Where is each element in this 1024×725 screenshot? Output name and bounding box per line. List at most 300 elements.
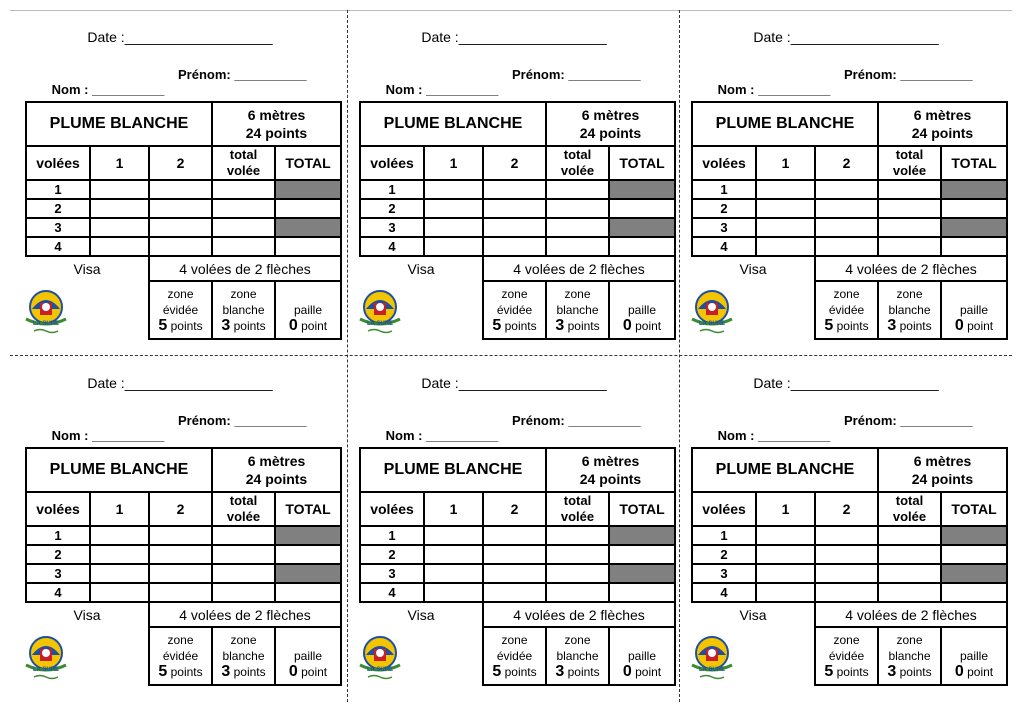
total-cell[interactable] xyxy=(609,199,675,218)
volee-total-cell[interactable] xyxy=(878,218,941,237)
volee-total-cell[interactable] xyxy=(546,180,609,199)
score-cell[interactable] xyxy=(815,218,878,237)
zone-line2: évidée xyxy=(496,649,533,663)
distance-info xyxy=(546,102,675,146)
header-arrow-2: 2 xyxy=(149,146,212,180)
zone-value: 5 xyxy=(158,663,168,680)
zone-paille xyxy=(275,627,341,685)
header-total: TOTAL xyxy=(275,146,341,180)
total-cell-shaded xyxy=(941,218,1007,237)
total-cell-shaded xyxy=(275,564,341,583)
zone-paille xyxy=(609,281,675,339)
volee-total-cell[interactable] xyxy=(878,199,941,218)
score-cell[interactable] xyxy=(149,180,212,199)
header-volees: volées xyxy=(692,492,756,526)
total-cell[interactable] xyxy=(275,237,341,256)
zone-value: 5 xyxy=(158,317,168,334)
zone-evidee xyxy=(483,281,546,339)
zone-line2: évidée xyxy=(828,649,865,663)
nom-field[interactable]: Nom : __________ xyxy=(717,82,831,97)
row-number: 2 xyxy=(26,199,90,218)
volees-info: 4 volées de 2 flèches xyxy=(483,602,675,627)
header-arrow-1: 1 xyxy=(756,492,815,526)
zone-blanche xyxy=(878,281,941,339)
score-table xyxy=(691,101,1008,340)
volee-total-cell[interactable] xyxy=(212,237,275,256)
zone-unit: point xyxy=(635,665,662,679)
zone-line1: zone xyxy=(833,287,860,301)
header-arrow-1: 1 xyxy=(424,492,483,526)
zone-line2: blanche xyxy=(222,303,265,317)
volees-info: 4 volées de 2 flèches xyxy=(149,256,341,281)
visa-label: Visa xyxy=(360,256,483,281)
score-cell[interactable] xyxy=(756,583,815,602)
score-cell[interactable] xyxy=(149,583,212,602)
score-cell[interactable] xyxy=(149,199,212,218)
zone-line2: paille xyxy=(959,303,989,317)
points-label: 24 points xyxy=(911,471,974,487)
score-cell[interactable] xyxy=(483,237,546,256)
archery-club-logo-icon xyxy=(20,285,72,335)
zone-blanche xyxy=(878,627,941,685)
score-cell[interactable] xyxy=(815,237,878,256)
row-number: 3 xyxy=(26,564,90,583)
score-cell[interactable] xyxy=(483,564,546,583)
header-total-volee xyxy=(212,492,275,526)
header-total: TOTAL xyxy=(275,492,341,526)
row-number: 2 xyxy=(692,199,756,218)
zone-evidee xyxy=(483,627,546,685)
header-total-volee-line2: volée xyxy=(560,163,595,178)
score-cell[interactable] xyxy=(756,180,815,199)
volee-total-cell[interactable] xyxy=(212,218,275,237)
nom-field[interactable]: Nom : __________ xyxy=(385,82,499,97)
score-cell[interactable] xyxy=(149,545,212,564)
zone-line1 xyxy=(276,286,340,302)
zone-blanche xyxy=(546,627,609,685)
logo-cell xyxy=(360,627,483,685)
category-title: PLUME BLANCHE xyxy=(26,102,212,146)
zone-paille xyxy=(941,627,1007,685)
volee-total-cell[interactable] xyxy=(546,564,609,583)
header-arrow-1: 1 xyxy=(424,146,483,180)
distance-label: 6 mètres xyxy=(247,107,306,123)
distance-info xyxy=(212,448,341,492)
points-label: 24 points xyxy=(579,471,642,487)
zone-line1: zone xyxy=(833,633,860,647)
distance-label: 6 mètres xyxy=(581,107,640,123)
zone-unit: points xyxy=(504,665,537,679)
logo-cell xyxy=(26,281,149,339)
logo-text: LA SURE xyxy=(698,667,726,673)
total-cell[interactable] xyxy=(941,237,1007,256)
date-field[interactable]: Date :___________________ xyxy=(421,29,607,45)
volees-info: 4 volées de 2 flèches xyxy=(483,256,675,281)
header-total-volee-line2: volée xyxy=(892,509,927,524)
header-total-volee-line1: total xyxy=(563,147,592,162)
archery-club-logo-icon xyxy=(354,285,406,335)
zone-evidee xyxy=(149,627,212,685)
zone-value: 3 xyxy=(887,317,897,334)
zone-unit: points xyxy=(567,319,600,333)
row-number: 4 xyxy=(360,583,424,602)
row-number: 1 xyxy=(692,180,756,199)
score-cell[interactable] xyxy=(756,545,815,564)
logo-cell xyxy=(692,281,815,339)
volee-total-cell[interactable] xyxy=(878,180,941,199)
score-cell[interactable] xyxy=(483,526,546,545)
score-cell[interactable] xyxy=(90,545,149,564)
row-number: 1 xyxy=(692,526,756,545)
score-cell[interactable] xyxy=(815,199,878,218)
row-number: 1 xyxy=(26,526,90,545)
total-cell[interactable] xyxy=(275,583,341,602)
category-title: PLUME BLANCHE xyxy=(360,102,546,146)
score-cell[interactable] xyxy=(424,199,483,218)
volee-total-cell[interactable] xyxy=(878,545,941,564)
total-cell-shaded xyxy=(275,218,341,237)
row-number: 4 xyxy=(26,583,90,602)
score-cell[interactable] xyxy=(90,180,149,199)
total-cell[interactable] xyxy=(609,583,675,602)
zone-line2: paille xyxy=(293,649,323,663)
archery-club-logo-icon xyxy=(686,631,738,681)
total-cell[interactable] xyxy=(941,199,1007,218)
row-number: 3 xyxy=(692,218,756,237)
header-total: TOTAL xyxy=(609,492,675,526)
score-cell[interactable] xyxy=(756,526,815,545)
volee-total-cell[interactable] xyxy=(212,545,275,564)
zone-evidee xyxy=(149,281,212,339)
zone-blanche xyxy=(212,627,275,685)
total-cell[interactable] xyxy=(609,237,675,256)
volee-total-cell[interactable] xyxy=(546,237,609,256)
visa-label: Visa xyxy=(26,602,149,627)
row-number: 2 xyxy=(26,545,90,564)
score-cell[interactable] xyxy=(424,526,483,545)
zone-value: 3 xyxy=(221,317,231,334)
zone-line2: blanche xyxy=(888,303,931,317)
header-total: TOTAL xyxy=(941,146,1007,180)
row-number: 3 xyxy=(692,564,756,583)
zone-line2: paille xyxy=(959,649,989,663)
score-table xyxy=(359,101,676,340)
total-cell[interactable] xyxy=(609,545,675,564)
header-arrow-1: 1 xyxy=(90,146,149,180)
zone-value: 3 xyxy=(887,663,897,680)
score-cell[interactable] xyxy=(756,199,815,218)
total-cell-shaded xyxy=(609,564,675,583)
score-cell[interactable] xyxy=(483,180,546,199)
zone-unit: points xyxy=(504,319,537,333)
logo-text: LA SURE xyxy=(698,321,726,327)
score-cell[interactable] xyxy=(483,583,546,602)
zone-value: 5 xyxy=(824,663,834,680)
zone-unit: points xyxy=(233,665,266,679)
score-cell[interactable] xyxy=(483,545,546,564)
volee-total-cell[interactable] xyxy=(546,526,609,545)
zone-unit: point xyxy=(967,319,994,333)
total-cell[interactable] xyxy=(275,199,341,218)
header-total-volee xyxy=(212,146,275,180)
zone-unit: points xyxy=(899,665,932,679)
score-cell[interactable] xyxy=(483,218,546,237)
prenom-field[interactable]: Prénom: __________ xyxy=(178,413,307,428)
zone-evidee xyxy=(815,281,878,339)
header-arrow-1: 1 xyxy=(756,146,815,180)
prenom-field[interactable]: Prénom: __________ xyxy=(512,67,641,82)
archery-club-logo-icon xyxy=(20,631,72,681)
header-arrow-2: 2 xyxy=(149,492,212,526)
category-title: PLUME BLANCHE xyxy=(692,448,878,492)
volee-total-cell[interactable] xyxy=(546,218,609,237)
volee-total-cell[interactable] xyxy=(878,526,941,545)
score-table xyxy=(359,447,676,686)
nom-field[interactable]: Nom : __________ xyxy=(51,428,165,443)
zone-line2: paille xyxy=(627,303,657,317)
distance-info xyxy=(878,102,1007,146)
zone-unit: point xyxy=(301,319,328,333)
header-total-volee-line2: volée xyxy=(892,163,927,178)
zone-value: 0 xyxy=(954,317,964,334)
score-cell[interactable] xyxy=(424,218,483,237)
prenom-field[interactable]: Prénom: __________ xyxy=(844,67,973,82)
zone-line1: zone xyxy=(230,633,257,647)
zone-unit: point xyxy=(635,319,662,333)
score-cell[interactable] xyxy=(149,218,212,237)
total-cell[interactable] xyxy=(275,545,341,564)
score-cell[interactable] xyxy=(815,526,878,545)
date-field[interactable]: Date :___________________ xyxy=(87,29,273,45)
category-title: PLUME BLANCHE xyxy=(692,102,878,146)
logo-text: LA SURE xyxy=(366,667,394,673)
total-cell[interactable] xyxy=(941,545,1007,564)
volee-total-cell[interactable] xyxy=(546,583,609,602)
logo-cell xyxy=(26,627,149,685)
score-cell[interactable] xyxy=(815,180,878,199)
score-cell[interactable] xyxy=(424,564,483,583)
zone-paille xyxy=(941,281,1007,339)
score-cell[interactable] xyxy=(815,583,878,602)
volee-total-cell[interactable] xyxy=(212,199,275,218)
volee-total-cell[interactable] xyxy=(878,564,941,583)
score-cell[interactable] xyxy=(756,218,815,237)
header-volees: volées xyxy=(360,146,424,180)
volee-total-cell[interactable] xyxy=(878,583,941,602)
zone-line1: zone xyxy=(230,287,257,301)
zone-line1: zone xyxy=(896,287,923,301)
zone-line2: évidée xyxy=(828,303,865,317)
zone-line2: évidée xyxy=(496,303,533,317)
zone-line1: zone xyxy=(167,633,194,647)
zone-value: 0 xyxy=(288,663,298,680)
score-cell[interactable] xyxy=(90,583,149,602)
zone-line1: zone xyxy=(501,633,528,647)
zone-paille xyxy=(609,627,675,685)
header-total-volee-line1: total xyxy=(895,147,924,162)
zone-value: 0 xyxy=(622,317,632,334)
points-label: 24 points xyxy=(245,471,308,487)
nom-field[interactable]: Nom : __________ xyxy=(51,82,165,97)
zone-value: 0 xyxy=(954,663,964,680)
score-card xyxy=(13,358,347,704)
header-volees: volées xyxy=(26,146,90,180)
prenom-field[interactable]: Prénom: __________ xyxy=(844,413,973,428)
score-cell[interactable] xyxy=(756,564,815,583)
zone-unit: point xyxy=(301,665,328,679)
zone-line1 xyxy=(276,632,340,648)
header-total-volee xyxy=(878,146,941,180)
zone-unit: points xyxy=(170,319,203,333)
logo-text: LA SURE xyxy=(366,321,394,327)
zone-paille xyxy=(275,281,341,339)
header-total: TOTAL xyxy=(941,492,1007,526)
score-cell[interactable] xyxy=(424,237,483,256)
volee-total-cell[interactable] xyxy=(546,545,609,564)
header-total-volee-line2: volée xyxy=(226,163,261,178)
row-number: 2 xyxy=(360,545,424,564)
zone-line2: évidée xyxy=(162,303,199,317)
points-label: 24 points xyxy=(579,125,642,141)
score-cell[interactable] xyxy=(90,564,149,583)
zone-line1 xyxy=(942,632,1006,648)
nom-field[interactable]: Nom : __________ xyxy=(717,428,831,443)
zone-value: 3 xyxy=(555,663,565,680)
zone-line1: zone xyxy=(564,633,591,647)
score-cell[interactable] xyxy=(90,526,149,545)
row-number: 2 xyxy=(692,545,756,564)
volees-info: 4 volées de 2 flèches xyxy=(815,256,1007,281)
score-card xyxy=(13,12,347,358)
score-cell[interactable] xyxy=(815,545,878,564)
score-cell[interactable] xyxy=(424,545,483,564)
score-cell[interactable] xyxy=(149,564,212,583)
score-card xyxy=(347,12,681,358)
prenom-field[interactable]: Prénom: __________ xyxy=(512,413,641,428)
zone-unit: points xyxy=(170,665,203,679)
date-field[interactable]: Date :___________________ xyxy=(421,375,607,391)
row-number: 3 xyxy=(360,218,424,237)
header-total-volee-line1: total xyxy=(895,493,924,508)
header-arrow-2: 2 xyxy=(483,492,546,526)
total-cell-shaded xyxy=(941,564,1007,583)
volee-total-cell[interactable] xyxy=(878,237,941,256)
header-arrow-2: 2 xyxy=(483,146,546,180)
distance-label: 6 mètres xyxy=(913,107,972,123)
date-field[interactable]: Date :___________________ xyxy=(753,29,939,45)
volee-total-cell[interactable] xyxy=(212,180,275,199)
total-cell-shaded xyxy=(609,526,675,545)
score-cell[interactable] xyxy=(424,180,483,199)
score-cell[interactable] xyxy=(149,237,212,256)
archery-club-logo-icon xyxy=(686,285,738,335)
zone-line1 xyxy=(942,286,1006,302)
header-arrow-2: 2 xyxy=(815,492,878,526)
header-total-volee-line1: total xyxy=(229,147,258,162)
zone-line2: paille xyxy=(293,303,323,317)
row-number: 1 xyxy=(26,180,90,199)
visa-label: Visa xyxy=(692,602,815,627)
zone-line1 xyxy=(610,286,674,302)
row-number: 4 xyxy=(360,237,424,256)
points-label: 24 points xyxy=(911,125,974,141)
score-cell[interactable] xyxy=(90,218,149,237)
score-cell[interactable] xyxy=(756,237,815,256)
score-table xyxy=(25,447,342,686)
volee-total-cell[interactable] xyxy=(212,583,275,602)
zone-unit: point xyxy=(967,665,994,679)
distance-info xyxy=(546,448,675,492)
volee-total-cell[interactable] xyxy=(212,526,275,545)
total-cell[interactable] xyxy=(941,583,1007,602)
score-table xyxy=(25,101,342,340)
header-total: TOTAL xyxy=(609,146,675,180)
distance-label: 6 mètres xyxy=(247,453,306,469)
header-total-volee xyxy=(546,146,609,180)
distance-info xyxy=(878,448,1007,492)
volee-total-cell[interactable] xyxy=(212,564,275,583)
header-total-volee-line2: volée xyxy=(560,509,595,524)
visa-label: Visa xyxy=(360,602,483,627)
header-arrow-2: 2 xyxy=(815,146,878,180)
category-title: PLUME BLANCHE xyxy=(26,448,212,492)
header-volees: volées xyxy=(26,492,90,526)
header-total-volee-line2: volée xyxy=(226,509,261,524)
visa-label: Visa xyxy=(692,256,815,281)
zone-line1: zone xyxy=(564,287,591,301)
nom-field[interactable]: Nom : __________ xyxy=(385,428,499,443)
date-field[interactable]: Date :___________________ xyxy=(87,375,273,391)
zone-value: 3 xyxy=(221,663,231,680)
score-table xyxy=(691,447,1008,686)
archery-club-logo-icon xyxy=(354,631,406,681)
zone-line2: blanche xyxy=(222,649,265,663)
zone-unit: points xyxy=(836,319,869,333)
header-volees: volées xyxy=(692,146,756,180)
zone-line2: blanche xyxy=(556,303,599,317)
category-title: PLUME BLANCHE xyxy=(360,448,546,492)
zone-line2: blanche xyxy=(888,649,931,663)
zone-evidee xyxy=(815,627,878,685)
score-card xyxy=(679,12,1013,358)
score-cell[interactable] xyxy=(90,199,149,218)
volee-total-cell[interactable] xyxy=(546,199,609,218)
zone-value: 0 xyxy=(622,663,632,680)
header-total-volee xyxy=(546,492,609,526)
volees-info: 4 volées de 2 flèches xyxy=(815,602,1007,627)
row-number: 4 xyxy=(692,237,756,256)
score-cell[interactable] xyxy=(483,199,546,218)
zone-line1: zone xyxy=(167,287,194,301)
header-total-volee-line1: total xyxy=(229,493,258,508)
row-number: 2 xyxy=(360,199,424,218)
score-cell[interactable] xyxy=(90,237,149,256)
score-cell[interactable] xyxy=(149,526,212,545)
header-volees: volées xyxy=(360,492,424,526)
header-total-volee-line1: total xyxy=(563,493,592,508)
row-number: 1 xyxy=(360,526,424,545)
score-cell[interactable] xyxy=(424,583,483,602)
volees-info: 4 volées de 2 flèches xyxy=(149,602,341,627)
zone-line2: blanche xyxy=(556,649,599,663)
date-field[interactable]: Date :___________________ xyxy=(753,375,939,391)
total-cell-shaded xyxy=(941,180,1007,199)
row-number: 3 xyxy=(26,218,90,237)
total-cell-shaded xyxy=(275,180,341,199)
row-number: 4 xyxy=(26,237,90,256)
score-cell[interactable] xyxy=(815,564,878,583)
prenom-field[interactable]: Prénom: __________ xyxy=(178,67,307,82)
